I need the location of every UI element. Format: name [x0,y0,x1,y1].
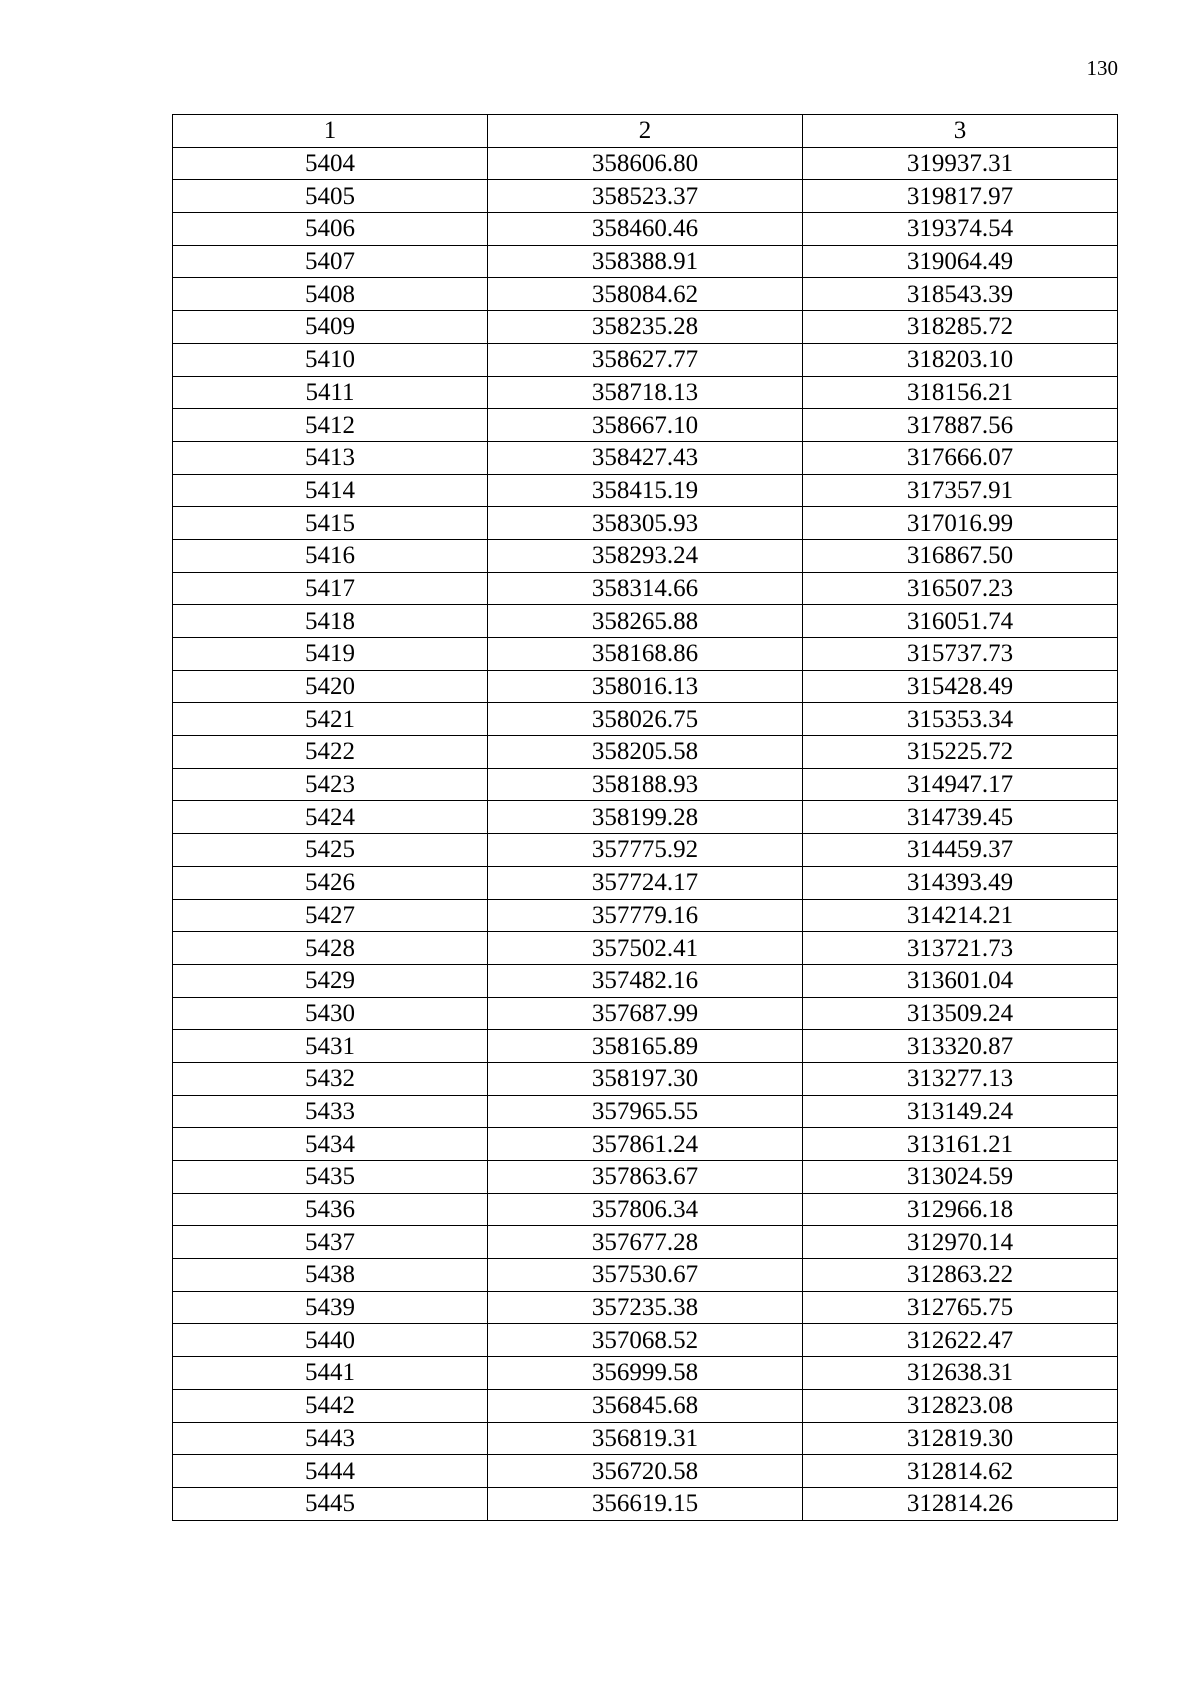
point-number-cell: 5426 [173,866,488,899]
x-coordinate-cell: 358415.19 [488,474,803,507]
point-number-cell: 5423 [173,768,488,801]
x-coordinate-cell: 358388.91 [488,245,803,278]
x-coordinate-cell: 356845.68 [488,1389,803,1422]
point-number-cell: 5421 [173,703,488,736]
y-coordinate-cell: 312765.75 [803,1291,1118,1324]
x-coordinate-cell: 357677.28 [488,1226,803,1259]
x-coordinate-cell: 358427.43 [488,441,803,474]
table-row [173,507,1118,540]
y-coordinate-cell: 319374.54 [803,213,1118,246]
x-coordinate-cell: 358314.66 [488,572,803,605]
y-coordinate-cell: 312823.08 [803,1389,1118,1422]
y-coordinate-cell: 314214.21 [803,899,1118,932]
y-coordinate-cell: 312814.26 [803,1487,1118,1520]
point-number-cell: 5420 [173,670,488,703]
table-row [173,932,1118,965]
table-row [173,703,1118,736]
x-coordinate-cell: 358168.86 [488,638,803,671]
y-coordinate-cell: 319064.49 [803,245,1118,278]
table-row [173,1161,1118,1194]
x-coordinate-cell: 358197.30 [488,1062,803,1095]
table-row [173,1291,1118,1324]
point-number-cell: 5445 [173,1487,488,1520]
x-coordinate-cell: 357235.38 [488,1291,803,1324]
point-number-cell: 5411 [173,376,488,409]
y-coordinate-cell: 312970.14 [803,1226,1118,1259]
point-number-cell: 5415 [173,507,488,540]
y-coordinate-cell: 319817.97 [803,180,1118,213]
x-coordinate-cell: 356720.58 [488,1455,803,1488]
table-row [173,899,1118,932]
table-row [173,539,1118,572]
table-row [173,1487,1118,1520]
table-row [173,1095,1118,1128]
y-coordinate-cell: 317016.99 [803,507,1118,540]
table-row [173,409,1118,442]
table-row [173,213,1118,246]
y-coordinate-cell: 315737.73 [803,638,1118,671]
y-coordinate-cell: 316051.74 [803,605,1118,638]
point-number-cell: 5407 [173,245,488,278]
y-coordinate-cell: 314393.49 [803,866,1118,899]
x-coordinate-cell: 357863.67 [488,1161,803,1194]
table-row [173,278,1118,311]
point-number-cell: 5432 [173,1062,488,1095]
table-row [173,997,1118,1030]
point-number-cell: 5436 [173,1193,488,1226]
point-number-cell: 5430 [173,997,488,1030]
table-row [173,866,1118,899]
x-coordinate-cell: 358165.89 [488,1030,803,1063]
table-row [173,1357,1118,1390]
x-coordinate-cell: 357068.52 [488,1324,803,1357]
point-number-cell: 5417 [173,572,488,605]
y-coordinate-cell: 316867.50 [803,539,1118,572]
point-number-cell: 5408 [173,278,488,311]
point-number-cell: 5409 [173,311,488,344]
y-coordinate-cell: 317357.91 [803,474,1118,507]
y-coordinate-cell: 317666.07 [803,441,1118,474]
point-number-cell: 5438 [173,1259,488,1292]
y-coordinate-cell: 313161.21 [803,1128,1118,1161]
x-coordinate-cell: 356819.31 [488,1422,803,1455]
table-row [173,1226,1118,1259]
table-row [173,670,1118,703]
x-coordinate-cell: 358667.10 [488,409,803,442]
y-coordinate-cell: 312814.62 [803,1455,1118,1488]
x-coordinate-cell: 358460.46 [488,213,803,246]
point-number-cell: 5416 [173,539,488,572]
point-number-cell: 5405 [173,180,488,213]
x-coordinate-cell: 358718.13 [488,376,803,409]
y-coordinate-cell: 313509.24 [803,997,1118,1030]
point-number-cell: 5437 [173,1226,488,1259]
y-coordinate-cell: 316507.23 [803,572,1118,605]
x-coordinate-cell: 358205.58 [488,736,803,769]
point-number-cell: 5434 [173,1128,488,1161]
y-coordinate-cell: 315428.49 [803,670,1118,703]
y-coordinate-cell: 315353.34 [803,703,1118,736]
table-row [173,1422,1118,1455]
point-number-cell: 5410 [173,343,488,376]
table-row [173,376,1118,409]
table-row [173,441,1118,474]
y-coordinate-cell: 313024.59 [803,1161,1118,1194]
y-coordinate-cell: 313320.87 [803,1030,1118,1063]
table-row [173,964,1118,997]
y-coordinate-cell: 315225.72 [803,736,1118,769]
point-number-cell: 5419 [173,638,488,671]
y-coordinate-cell: 318156.21 [803,376,1118,409]
y-coordinate-cell: 314459.37 [803,834,1118,867]
x-coordinate-cell: 358293.24 [488,539,803,572]
point-number-cell: 5424 [173,801,488,834]
y-coordinate-cell: 312966.18 [803,1193,1118,1226]
point-number-cell: 5413 [173,441,488,474]
table-row [173,474,1118,507]
y-coordinate-cell: 312622.47 [803,1324,1118,1357]
table-row [173,1128,1118,1161]
table-row [173,180,1118,213]
point-number-cell: 5427 [173,899,488,932]
point-number-cell: 5439 [173,1291,488,1324]
point-number-cell: 5418 [173,605,488,638]
x-coordinate-cell: 358084.62 [488,278,803,311]
y-coordinate-cell: 312638.31 [803,1357,1118,1390]
point-number-cell: 5412 [173,409,488,442]
x-coordinate-cell: 358016.13 [488,670,803,703]
table-header-row [173,115,1118,148]
point-number-cell: 5433 [173,1095,488,1128]
point-number-cell: 5442 [173,1389,488,1422]
point-number-cell: 5431 [173,1030,488,1063]
y-coordinate-cell: 313149.24 [803,1095,1118,1128]
x-coordinate-cell: 357724.17 [488,866,803,899]
table-row [173,1259,1118,1292]
y-coordinate-cell: 318285.72 [803,311,1118,344]
point-number-cell: 5428 [173,932,488,965]
column-header-2: 2 [488,115,803,148]
y-coordinate-cell: 313277.13 [803,1062,1118,1095]
point-number-cell: 5425 [173,834,488,867]
table-row [173,343,1118,376]
y-coordinate-cell: 314947.17 [803,768,1118,801]
point-number-cell: 5429 [173,964,488,997]
point-number-cell: 5422 [173,736,488,769]
y-coordinate-cell: 318203.10 [803,343,1118,376]
x-coordinate-cell: 358305.93 [488,507,803,540]
table-row [173,147,1118,180]
point-number-cell: 5440 [173,1324,488,1357]
table-body [173,147,1118,1520]
x-coordinate-cell: 358265.88 [488,605,803,638]
table-row [173,1062,1118,1095]
x-coordinate-cell: 357482.16 [488,964,803,997]
x-coordinate-cell: 358235.28 [488,311,803,344]
x-coordinate-cell: 357530.67 [488,1259,803,1292]
x-coordinate-cell: 357502.41 [488,932,803,965]
table-row [173,801,1118,834]
x-coordinate-cell: 356999.58 [488,1357,803,1390]
table-row [173,736,1118,769]
x-coordinate-cell: 358188.93 [488,768,803,801]
column-header-1: 1 [173,115,488,148]
point-number-cell: 5435 [173,1161,488,1194]
table-row [173,605,1118,638]
table-row [173,1030,1118,1063]
table-row [173,768,1118,801]
table-row [173,1193,1118,1226]
x-coordinate-cell: 358199.28 [488,801,803,834]
x-coordinate-cell: 358026.75 [488,703,803,736]
x-coordinate-cell: 357779.16 [488,899,803,932]
coordinates-table [172,114,1118,1521]
x-coordinate-cell: 357806.34 [488,1193,803,1226]
y-coordinate-cell: 312819.30 [803,1422,1118,1455]
point-number-cell: 5441 [173,1357,488,1390]
y-coordinate-cell: 313601.04 [803,964,1118,997]
table-row [173,834,1118,867]
page-number: 130 [1086,56,1118,80]
y-coordinate-cell: 314739.45 [803,801,1118,834]
x-coordinate-cell: 357861.24 [488,1128,803,1161]
y-coordinate-cell: 317887.56 [803,409,1118,442]
x-coordinate-cell: 357965.55 [488,1095,803,1128]
x-coordinate-cell: 356619.15 [488,1487,803,1520]
x-coordinate-cell: 358523.37 [488,180,803,213]
column-header-3: 3 [803,115,1118,148]
table-row [173,638,1118,671]
point-number-cell: 5444 [173,1455,488,1488]
point-number-cell: 5406 [173,213,488,246]
x-coordinate-cell: 358627.77 [488,343,803,376]
y-coordinate-cell: 312863.22 [803,1259,1118,1292]
table-row [173,1324,1118,1357]
table-row [173,572,1118,605]
x-coordinate-cell: 357687.99 [488,997,803,1030]
table-row [173,1455,1118,1488]
y-coordinate-cell: 319937.31 [803,147,1118,180]
point-number-cell: 5443 [173,1422,488,1455]
table-row [173,311,1118,344]
x-coordinate-cell: 357775.92 [488,834,803,867]
point-number-cell: 5404 [173,147,488,180]
table-row [173,1389,1118,1422]
point-number-cell: 5414 [173,474,488,507]
y-coordinate-cell: 313721.73 [803,932,1118,965]
x-coordinate-cell: 358606.80 [488,147,803,180]
table-row [173,245,1118,278]
y-coordinate-cell: 318543.39 [803,278,1118,311]
